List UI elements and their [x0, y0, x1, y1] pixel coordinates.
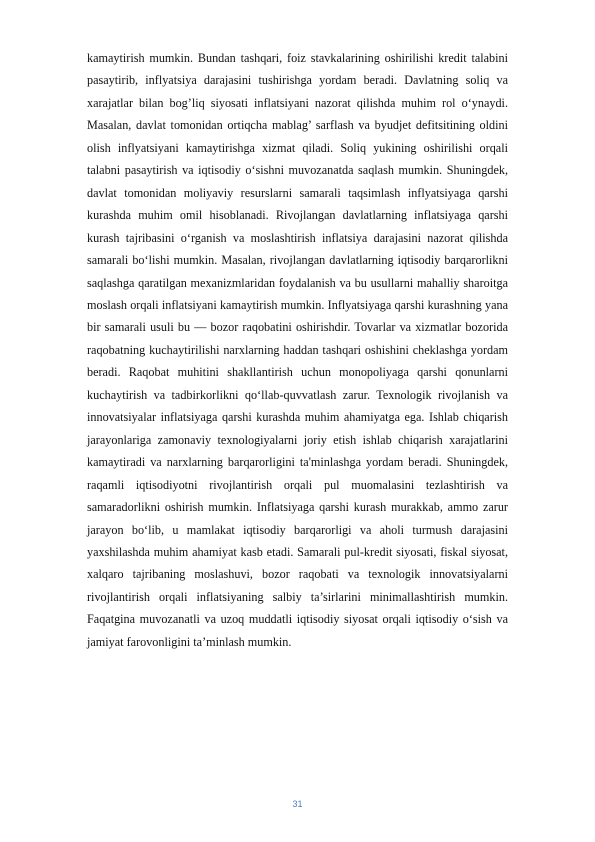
- page-number: 31: [292, 799, 303, 809]
- body-paragraph: kamaytirish mumkin. Bundan tashqari, foiz stavkalarining oshirilishi kredit talabini pasaytirib, inflyatsiya darajasini tushirishga yordam beradi. Davlatning soliq va xarajatlar bilan bog’liq siyosati inflatsiyani nazorat qilishda muhim rol o‘ynaydi. Masalan, davlat tomonidan ortiqcha mablag’ sarflash va byudjet defitsitining oldini olish inflyatsiyani kamaytirishga xizmat qiladi. Soliq yukining oshirilishi orqali talabni pasaytirish va iqtisodiy o‘sishni muvozanatda saqlash mumkin. Shuningdek, davlat tomonidan moliyaviy resurslarni samarali taqsimlash inflyatsiyaga qarshi kurashda muhim omil hisoblanadi. Rivojlangan davlatlarning inflatsiyaga qarshi kurash tajribasini o‘rganish va moslashtirish inflatsiya darajasini nazorat qilishda samarali bo‘lishi mumkin. Masalan, rivojlangan davlatlarning iqtisodiy barqarorlikni saqlashga qaratilgan mexanizmlaridan foydalanish va bu usullarni mahalliy sharoitga moslash orqali inflatsiyani kamaytirish mumkin. Inflyatsiyaga qarshi kurashning yana bir samarali usuli bu — bozor raqobatini oshirishdir. Tovarlar va xizmatlar bozorida raqobatning kuchaytirilishi narxlarning haddan tashqari oshishini cheklashga yordam beradi. Raqobat muhitini shakllantirish uchun monopoliyaga qarshi qonunlarni kuchaytirish va tadbirkorlikni qo‘llab-quvvatlash zarur. Texnologik rivojlanish va innovatsiyalar inflatsiyaga qarshi kurashda muhim ahamiyatga ega. Ishlab chiqarish jarayonlariga zamonaviy texnologiyalarni joriy etish ishlab chiqarish xarajatlarini kamaytiradi va narxlarning barqarorligini ta'minlashga yordam beradi. Shuningdek, raqamli iqtisodiyotni rivojlantirish orqali pul muomalasini tezlashtirish va samaradorlikni oshirish mumkin. Inflatsiyaga qarshi kurash murakkab, ammo zarur jarayon bo‘lib, u mamlakat iqtisodiy barqarorligi va aholi turmush darajasini yaxshilashda muhim ahamiyat kasb etadi. Samarali pul-kredit siyosati, fiskal siyosat, xalqaro tajribaning moslashuvi, bozor raqobati va texnologik innovatsiyalarni rivojlantirish orqali inflatsiyaning salbiy ta’sirlarini minimallashtirish mumkin. Faqatgina muvozanatli va uzoq muddatli iqtisodiy siyosat orqali iqtisodiy o‘sish va jamiyat farovonligini ta’minlash mumkin.: [87, 51, 508, 649]
